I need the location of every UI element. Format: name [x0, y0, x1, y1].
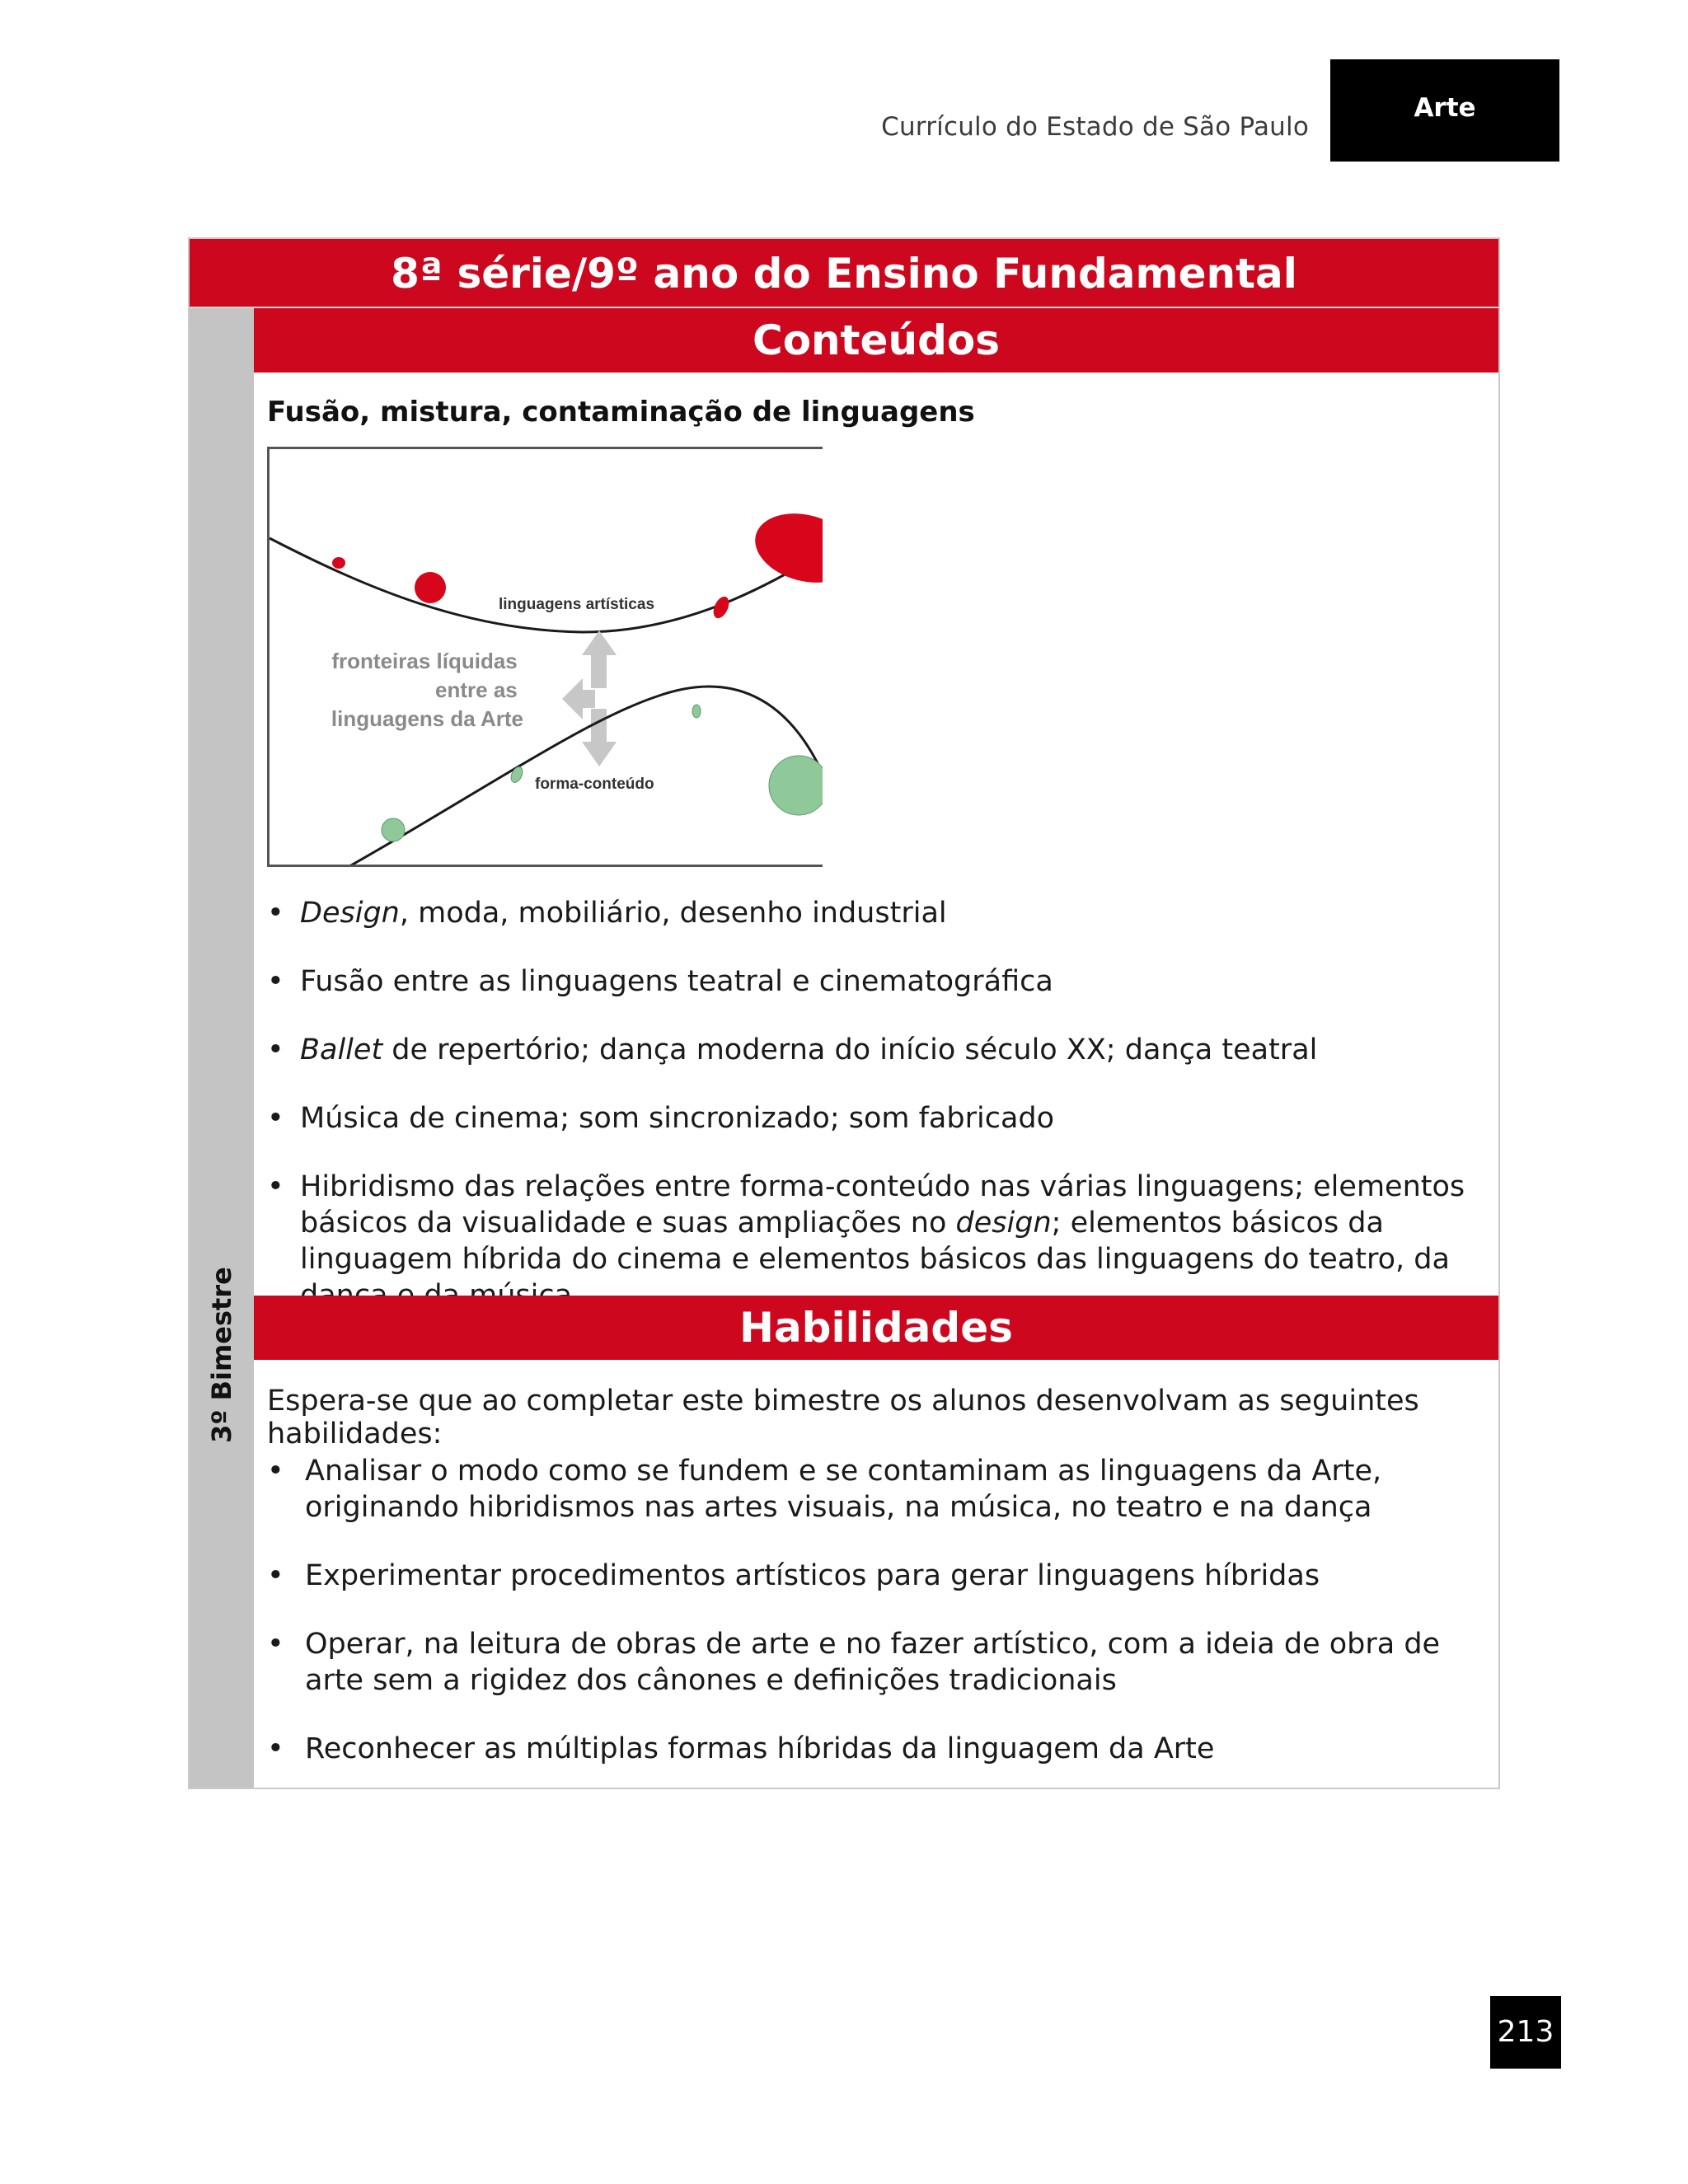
item-text: Hibridismo das relações entre forma-conteúdo nas várias linguagens; elementos básicos da visualidade e suas ampliações no	[300, 1170, 1465, 1240]
label-top-curve: linguagens artísticas	[499, 596, 655, 613]
languages-diagram	[267, 447, 823, 867]
list-item: • Ballet de repertório; dança moderna do início século XX; dança teatral	[267, 1033, 1318, 1066]
page-number: 213	[1490, 1996, 1561, 2069]
arrow-down	[582, 709, 617, 766]
list-item: • Reconhecer as múltiplas formas híbridas da linguagem da Arte	[267, 1732, 1215, 1765]
label-center-line-3: linguagens da Arte	[331, 706, 523, 731]
item-text: Experimentar procedimentos artísticos para gerar linguagens híbridas	[305, 1559, 1320, 1592]
skills-heading: Habilidades	[254, 1296, 1498, 1360]
item-emphasis: Design	[300, 897, 400, 930]
label-center	[331, 649, 523, 731]
running-header: Currículo do Estado de São Paulo	[881, 112, 1309, 142]
green-drop-small	[509, 765, 524, 784]
label-center-line-2: entre as	[435, 677, 518, 702]
list-item: • Design, moda, mobiliário, desenho industrial	[267, 897, 947, 930]
arrow-up	[582, 630, 617, 688]
item-text: Operar, na leitura de obras de arte e no fazer artístico, com a ideia de obra de arte sem a rigidez dos cânones e definições tradicionais	[305, 1628, 1441, 1697]
curriculum-table	[188, 237, 1500, 1789]
contents-heading: Conteúdos	[254, 308, 1498, 373]
item-emphasis: design	[955, 1207, 1052, 1240]
item-emphasis: Ballet	[300, 1033, 383, 1066]
bimester-sidebar	[190, 308, 254, 1788]
item-text: ; elementos básicos da linguagem híbrida do cinema e elementos básicos das linguagens do teatro, da	[300, 1207, 1450, 1276]
green-drop-tiny	[692, 705, 701, 718]
red-dot-small	[332, 557, 345, 569]
table-title: 8ª série/9º ano do Ensino Fundamental	[190, 239, 1498, 308]
item-text: Analisar o modo como se fundem e se contaminam as linguagens da Arte, originando hibridismos nas artes visuais, na música, no teatro e na dança	[305, 1455, 1382, 1524]
list-item: • Operar, na leitura de obras de arte e no fazer artístico, com a ideia de obra de arte sem a rigidez dos cânones e definições tradicionais	[267, 1628, 1441, 1697]
list-item: • Fusão entre as linguagens teatral e cinematográfica	[267, 965, 1053, 998]
list-item: • Música de cinema; som sincronizado; som fabricado	[267, 1102, 1055, 1135]
list-item: • Experimentar procedimentos artísticos para gerar linguagens híbridas	[267, 1559, 1320, 1592]
item-text: de repertório; dança moderna do início século XX; dança teatral	[382, 1033, 1318, 1066]
green-blob-large	[769, 756, 823, 815]
item-text: , moda, mobiliário, desenho industrial	[399, 897, 947, 930]
item-text: Música de cinema; som sincronizado; som fabricado	[300, 1102, 1055, 1135]
skills-intro: Espera-se que ao completar este bimestre os alunos desenvolvam as seguintes habilidades:	[267, 1385, 1419, 1451]
label-bottom-curve: forma-conteúdo	[535, 776, 654, 793]
item-text: Reconhecer as múltiplas formas híbridas da linguagem da Arte	[305, 1732, 1215, 1765]
contents-list	[267, 895, 1465, 1314]
diagram-svg	[270, 449, 823, 867]
arrow-left	[562, 678, 595, 719]
item-text: Fusão entre as linguagens teatral e cinematográfica	[300, 965, 1053, 998]
list-item: • Hibridismo das relações entre forma-conteúdo nas várias linguagens; elementos básicos da visualidade e suas ampliações no design; elementos básicos da linguagem híbrida do cinema e elementos básicos das linguagens do teatro, da	[267, 1169, 1465, 1314]
top-curve	[270, 538, 823, 632]
subject-tab	[1330, 59, 1559, 162]
contents-subheading: Fusão, mistura, contaminação de linguagens	[267, 396, 975, 429]
label-center-line-1: fronteiras líquidas	[331, 649, 518, 673]
red-dot-medium	[415, 572, 446, 603]
red-blob-large	[748, 503, 823, 593]
subject-label: Arte	[1414, 93, 1476, 123]
green-dot-medium	[382, 818, 405, 841]
list-item: • Analisar o modo como se fundem e se contaminam as linguagens da Arte, originando hibridismos nas artes visuais, na música, no teatro e na dança	[267, 1455, 1382, 1524]
bimester-label: 3º Bimestre	[206, 1267, 237, 1443]
skills-list	[267, 1453, 1465, 1799]
